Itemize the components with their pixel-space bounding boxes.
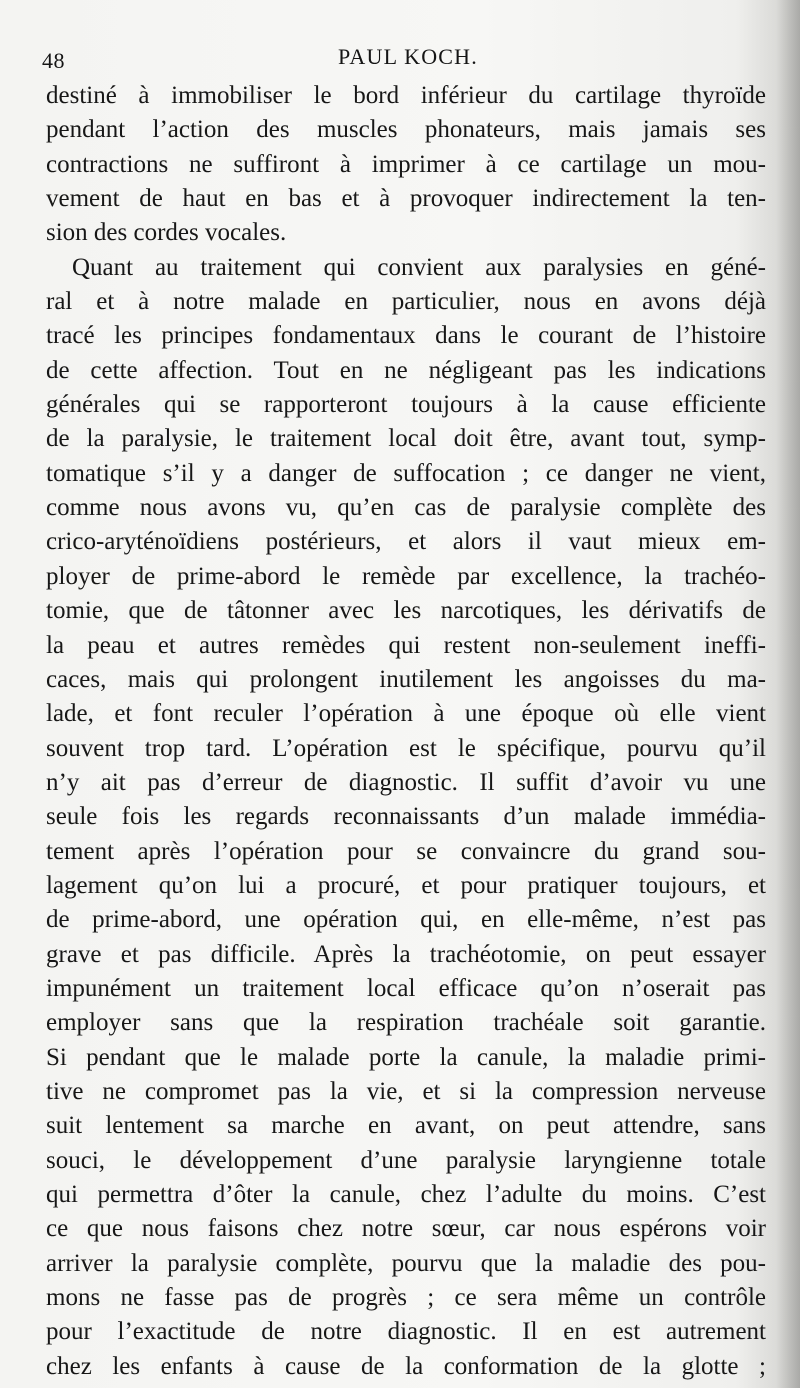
text-line: employer sans que la respiration trachéale soit garantie.: [46, 1009, 766, 1037]
text-line: de la paralysie, le traitement local doit être, avant tout, symp-: [46, 425, 766, 453]
text-line: contractions ne suffiront à imprimer à ce cartilage un mou-: [46, 150, 766, 178]
text-line: qui permettra d’ôter la canule, chez l’adulte du moins. C’est: [46, 1181, 766, 1208]
text-line: seule fois les regards reconnaissants d’un malade immédia-: [46, 803, 766, 831]
text-line: ral et à notre malade en particulier, nous en avons déjà: [46, 288, 766, 316]
text-line: Si pendant que le malade porte la canule, la maladie primi-: [46, 1043, 766, 1071]
text-line: comme nous avons vu, qu’en cas de paralysie complète des: [46, 494, 766, 522]
text-line: sion des cordes vocales.: [46, 219, 287, 247]
page-edge-shadow: [776, 0, 800, 1388]
page-header: [0, 40, 800, 80]
text-line: arriver la paralysie complète, pourvu que la maladie des pou-: [46, 1249, 766, 1277]
text-line: souvent trop tard. L’opération est le spécifique, pourvu qu’il: [46, 734, 766, 762]
text-line: lade, et font reculer l’opération à une époque où elle vient: [46, 700, 766, 728]
text-line: de prime-abord, une opération qui, en elle-même, n’est pas: [46, 906, 766, 934]
text-line: souci, le développement d’une paralysie laryngienne totale: [46, 1146, 766, 1174]
paragraph-start-line: Quant au traitement qui convient aux paralysies en géné-: [72, 253, 766, 281]
text-line: la peau et autres remèdes qui restent non-seulement ineffi-: [46, 631, 766, 659]
text-line: impunément un traitement local efficace qu’on n’oserait pas: [46, 974, 766, 1002]
text-line: ce que nous faisons chez notre sœur, car nous espérons voir: [46, 1215, 766, 1243]
text-line: lagement qu’on lui a procuré, et pour pratiquer toujours, et: [46, 871, 766, 899]
text-line: destiné à immobiliser le bord inférieur du cartilage thyroïde: [46, 82, 766, 109]
text-line: générales qui se rapporteront toujours à la cause efficiente: [46, 391, 766, 419]
text-line: crico-aryténoïdiens postérieurs, et alors il vaut mieux em-: [46, 528, 766, 556]
text-line: tracé les principes fondamentaux dans le courant de l’histoire: [46, 322, 766, 350]
text-line: pour l’exactitude de notre diagnostic. Il en est autrement: [46, 1318, 766, 1346]
text-line: vement de haut en bas et à provoquer indirectement la ten-: [46, 185, 766, 213]
text-line: tement après l’opération pour se convaincre du grand sou-: [46, 837, 766, 865]
text-line: n’y ait pas d’erreur de diagnostic. Il suffit d’avoir vu une: [46, 768, 766, 796]
running-head: PAUL KOCH.: [338, 44, 478, 69]
text-line: pendant l’action des muscles phonateurs, mais jamais ses: [46, 116, 766, 144]
text-line: chez les enfants à cause de la conformation de la glotte ;: [46, 1352, 766, 1380]
text-line: grave et pas difficile. Après la trachéotomie, on peut essayer: [46, 940, 766, 968]
text-line: de cette affection. Tout en ne négligeant pas les indications: [46, 356, 766, 384]
text-line: caces, mais qui prolongent inutilement les angoisses du ma-: [46, 665, 766, 693]
text-line: tive ne compromet pas la vie, et si la compression nerveuse: [46, 1077, 766, 1105]
text-line: tomatique s’il y a danger de suffocation ; ce danger ne vient,: [46, 459, 766, 487]
text-line: tomie, que de tâtonner avec les narcotiques, les dérivatifs de: [46, 597, 766, 625]
text-line: mons ne fasse pas de progrès ; ce sera même un contrôle: [46, 1284, 766, 1312]
body-text: [46, 79, 766, 1384]
page-number: 48: [42, 48, 65, 73]
text-line: ployer de prime-abord le remède par excellence, la trachéo-: [46, 562, 766, 590]
text-line: suit lentement sa marche en avant, on peut attendre, sans: [46, 1112, 766, 1140]
